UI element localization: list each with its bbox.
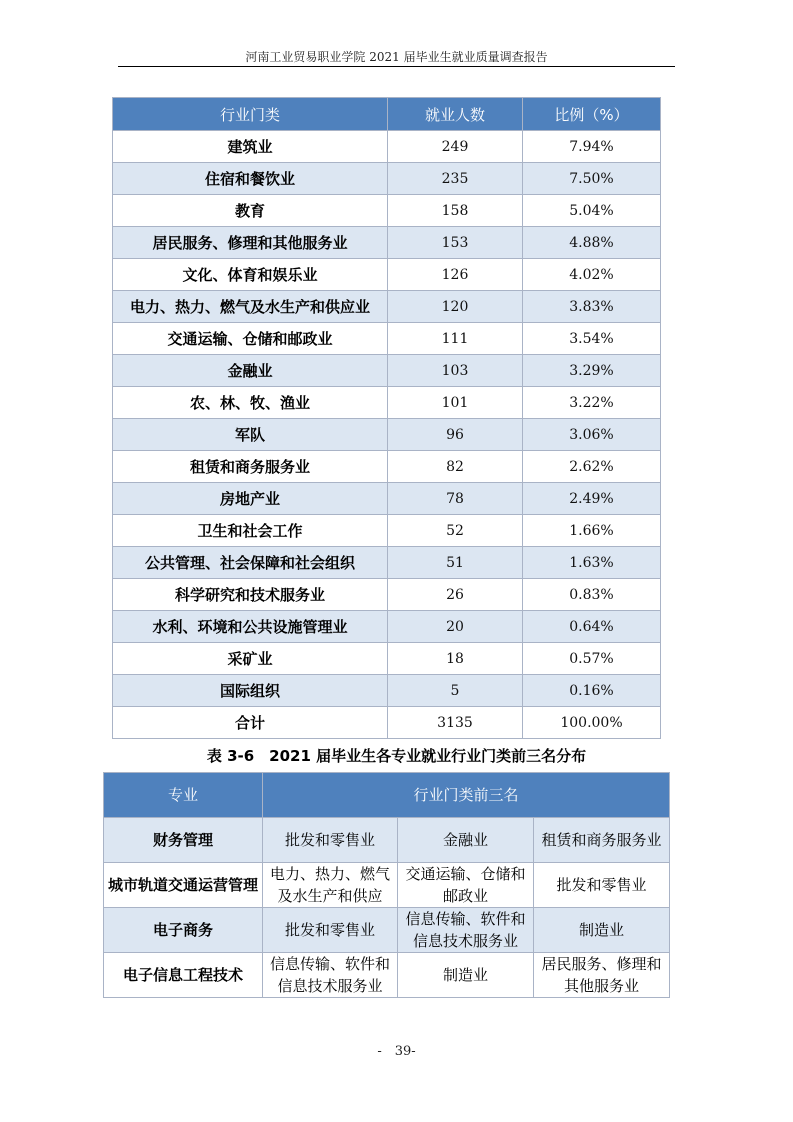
count-cell: 51 <box>388 547 523 579</box>
table-row <box>113 291 661 323</box>
table-row <box>104 908 670 953</box>
major-cell: 城市轨道交通运营管理 <box>104 863 263 908</box>
col-header-major: 专业 <box>104 773 263 818</box>
ratio-cell: 5.04% <box>523 195 661 227</box>
col-header-top3: 行业门类前三名 <box>263 773 670 818</box>
industry-cell: 农、林、牧、渔业 <box>113 387 388 419</box>
ratio-cell: 0.64% <box>523 611 661 643</box>
table-row <box>113 611 661 643</box>
rank2-cell: 交通运输、仓储和邮政业 <box>398 863 534 908</box>
count-cell: 153 <box>388 227 523 259</box>
count-cell: 52 <box>388 515 523 547</box>
table-row <box>113 387 661 419</box>
col-header-industry: 行业门类 <box>113 98 388 131</box>
rank1-cell: 批发和零售业 <box>263 818 398 863</box>
count-cell: 26 <box>388 579 523 611</box>
table-header-row <box>113 98 661 131</box>
industry-cell: 教育 <box>113 195 388 227</box>
rank3-cell: 租赁和商务服务业 <box>534 818 670 863</box>
ratio-cell: 3.06% <box>523 419 661 451</box>
ratio-cell: 2.49% <box>523 483 661 515</box>
ratio-cell: 2.62% <box>523 451 661 483</box>
industry-cell: 合计 <box>113 707 388 739</box>
industry-cell: 交通运输、仓储和邮政业 <box>113 323 388 355</box>
major-cell: 电子商务 <box>104 908 263 953</box>
table-row <box>113 419 661 451</box>
industry-cell: 文化、体育和娱乐业 <box>113 259 388 291</box>
table-header-row <box>104 773 670 818</box>
table-row <box>113 131 661 163</box>
industry-cell: 水利、环境和公共设施管理业 <box>113 611 388 643</box>
table-row <box>104 863 670 908</box>
industry-cell: 居民服务、修理和其他服务业 <box>113 227 388 259</box>
count-cell: 20 <box>388 611 523 643</box>
count-cell: 82 <box>388 451 523 483</box>
count-cell: 18 <box>388 643 523 675</box>
industry-cell: 采矿业 <box>113 643 388 675</box>
ratio-cell: 3.22% <box>523 387 661 419</box>
major-cell: 电子信息工程技术 <box>104 953 263 998</box>
ratio-cell: 0.83% <box>523 579 661 611</box>
ratio-cell: 3.29% <box>523 355 661 387</box>
rank2-cell: 金融业 <box>398 818 534 863</box>
table-row <box>113 515 661 547</box>
table-row <box>113 707 661 739</box>
count-cell: 103 <box>388 355 523 387</box>
rank3-cell: 制造业 <box>534 908 670 953</box>
table-row <box>113 579 661 611</box>
count-cell: 96 <box>388 419 523 451</box>
table-caption: 表 3-6 2021 届毕业生各专业就业行业门类前三名分布 <box>206 747 587 765</box>
ratio-cell: 3.54% <box>523 323 661 355</box>
ratio-cell: 0.57% <box>523 643 661 675</box>
rank2-cell: 制造业 <box>398 953 534 998</box>
rank3-cell: 居民服务、修理和其他服务业 <box>534 953 670 998</box>
rank1-cell: 信息传输、软件和信息技术服务业 <box>263 953 398 998</box>
industry-cell: 住宿和餐饮业 <box>113 163 388 195</box>
ratio-cell: 0.16% <box>523 675 661 707</box>
industry-cell: 公共管理、社会保障和社会组织 <box>113 547 388 579</box>
page-number: - 39- <box>377 1044 416 1059</box>
ratio-cell: 4.88% <box>523 227 661 259</box>
rank2-cell: 信息传输、软件和信息技术服务业 <box>398 908 534 953</box>
count-cell: 120 <box>388 291 523 323</box>
count-cell: 5 <box>388 675 523 707</box>
ratio-cell: 1.66% <box>523 515 661 547</box>
industry-cell: 房地产业 <box>113 483 388 515</box>
industry-cell: 建筑业 <box>113 131 388 163</box>
industry-cell: 电力、热力、燃气及水生产和供应业 <box>113 291 388 323</box>
rank3-cell: 批发和零售业 <box>534 863 670 908</box>
count-cell: 235 <box>388 163 523 195</box>
table-row <box>113 483 661 515</box>
major-top3-industry-table <box>103 772 670 998</box>
table-row <box>113 675 661 707</box>
col-header-ratio: 比例（%） <box>523 98 661 131</box>
rank1-cell: 批发和零售业 <box>263 908 398 953</box>
col-header-count: 就业人数 <box>388 98 523 131</box>
count-cell: 111 <box>388 323 523 355</box>
table-row <box>113 259 661 291</box>
ratio-cell: 3.83% <box>523 291 661 323</box>
count-cell: 249 <box>388 131 523 163</box>
ratio-cell: 4.02% <box>523 259 661 291</box>
industry-cell: 金融业 <box>113 355 388 387</box>
count-cell: 101 <box>388 387 523 419</box>
rank1-cell: 电力、热力、燃气及水生产和供应 <box>263 863 398 908</box>
table-row <box>113 323 661 355</box>
count-cell: 126 <box>388 259 523 291</box>
industry-employment-table <box>112 97 661 739</box>
table-row <box>113 195 661 227</box>
table-row <box>104 818 670 863</box>
ratio-cell: 7.50% <box>523 163 661 195</box>
industry-cell: 科学研究和技术服务业 <box>113 579 388 611</box>
count-cell: 158 <box>388 195 523 227</box>
table-row <box>113 355 661 387</box>
count-cell: 78 <box>388 483 523 515</box>
table-row <box>113 643 661 675</box>
count-cell: 3135 <box>388 707 523 739</box>
industry-cell: 卫生和社会工作 <box>113 515 388 547</box>
ratio-cell: 100.00% <box>523 707 661 739</box>
table-row <box>113 547 661 579</box>
industry-cell: 国际组织 <box>113 675 388 707</box>
table-row <box>104 953 670 998</box>
table-row <box>113 451 661 483</box>
ratio-cell: 7.94% <box>523 131 661 163</box>
running-header: 河南工业贸易职业学院 2021 届毕业生就业质量调查报告 <box>118 48 675 67</box>
industry-cell: 军队 <box>113 419 388 451</box>
industry-cell: 租赁和商务服务业 <box>113 451 388 483</box>
major-cell: 财务管理 <box>104 818 263 863</box>
ratio-cell: 1.63% <box>523 547 661 579</box>
table-row <box>113 227 661 259</box>
table-row <box>113 163 661 195</box>
